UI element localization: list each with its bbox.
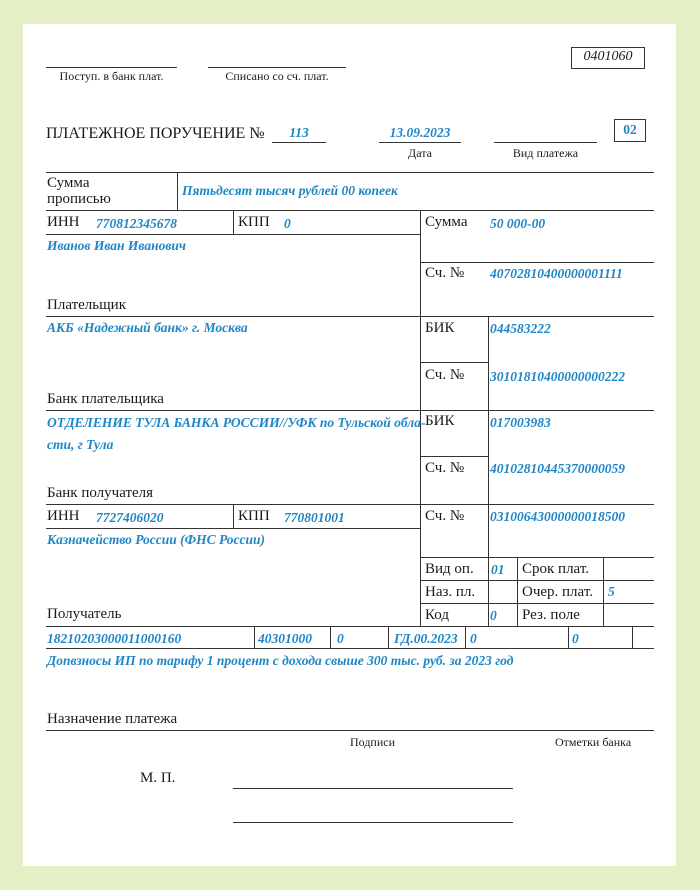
payment-type-line [494, 142, 597, 143]
debited-line [208, 67, 346, 68]
priority: 5 [608, 584, 615, 599]
payer-bank-account-label: Сч. № [425, 367, 465, 383]
grid-line [420, 456, 488, 457]
payer-inn-label: ИНН [47, 214, 80, 230]
grid-line [46, 316, 654, 317]
order-number-line [272, 142, 326, 143]
order-date-line [379, 142, 461, 143]
op-type-label: Вид оп. [425, 561, 474, 577]
recipient-account: 03100643000000018500 [490, 509, 625, 524]
payer-account-label: Сч. № [425, 265, 465, 281]
amount-words-label-2: прописью [47, 191, 111, 207]
payer-bank-account: 30101810400000000222 [490, 369, 625, 384]
priority-label: Очер. плат. [522, 584, 593, 600]
grid-vline [233, 210, 234, 234]
amount-divider [177, 172, 178, 210]
grid-vline [488, 557, 489, 626]
payer-account: 40702810400000001111 [490, 266, 623, 281]
recipient-bank-name-2: сти, г Тула [47, 437, 114, 452]
recipient-bank-label: Банк получателя [47, 485, 154, 501]
stamp-label: М. П. [140, 770, 176, 786]
grid-vline [254, 626, 255, 648]
grid-line [46, 410, 654, 411]
grid-vline [603, 557, 604, 626]
grid-vline [488, 504, 489, 557]
grid-vline [488, 316, 489, 410]
amount-top-line [46, 172, 654, 173]
payer-inn: 770812345678 [96, 216, 177, 231]
grid-line [420, 262, 654, 263]
grid-vline [233, 504, 234, 528]
form-code: 0401060 [583, 49, 633, 64]
basis: 0 [337, 631, 344, 646]
recipient-account-label: Сч. № [425, 508, 465, 524]
amount-words-value: Пятьдесят тысяч рублей 00 копеек [182, 183, 398, 198]
payment-type-label: Вид платежа [512, 146, 579, 160]
recipient-bank-name-1: ОТДЕЛЕНИЕ ТУЛА БАНКА РОССИИ//УФК по Тульской обла- [47, 415, 426, 430]
debited-label: Списано со сч. плат. [225, 69, 329, 83]
signature-line-2 [233, 822, 513, 823]
sum-value: 50 000-00 [490, 216, 546, 231]
grid-vline [388, 626, 389, 648]
bank-marks-label: Отметки банка [555, 735, 632, 749]
recipient-label: Получатель [47, 606, 122, 622]
recipient-kpp-label: КПП [238, 508, 270, 524]
recipient-name: Казначейство России (ФНС России) [47, 532, 266, 547]
grid-line [46, 528, 420, 529]
order-number: 113 [289, 125, 309, 140]
payer-bank-bik-label: БИК [425, 320, 455, 336]
recipient-inn: 7727406020 [96, 510, 164, 525]
payer-kpp: 0 [284, 216, 291, 231]
grid-vline [465, 626, 466, 648]
op-type: 01 [491, 562, 505, 577]
purpose-text: Допвзносы ИП по тарифу 1 процент с дохода свыше 300 тыс. руб. за 2023 год [47, 653, 514, 668]
payer-kpp-label: КПП [238, 214, 270, 230]
page-title: ПЛАТЕЖНОЕ ПОРУЧЕНИЕ № [46, 125, 265, 142]
grid-line [46, 210, 654, 211]
grid-vline [517, 557, 518, 626]
grid-vline [488, 410, 489, 504]
recipient-inn-label: ИНН [47, 508, 80, 524]
signatures-label: Подписи [350, 735, 396, 749]
sum-label: Сумма [425, 214, 468, 230]
received-line [46, 67, 177, 68]
order-date: 13.09.2023 [389, 125, 451, 140]
status-code: 02 [623, 122, 637, 137]
doc-date: 0 [572, 631, 579, 646]
grid-vline [330, 626, 331, 648]
amount-words-label-1: Сумма [47, 175, 90, 191]
grid-line [420, 603, 654, 604]
recipient-bank-bik-label: БИК [425, 413, 455, 429]
purpose-label: Назначение платежа [47, 711, 178, 727]
grid-line [46, 504, 654, 505]
payer-label: Плательщик [47, 297, 126, 313]
grid-line [46, 626, 654, 627]
doc-number: 0 [470, 631, 477, 646]
reserve-label: Рез. поле [522, 607, 580, 623]
grid-line [420, 580, 654, 581]
recipient-bank-account: 40102810445370000059 [490, 461, 625, 476]
grid-line [46, 234, 420, 235]
grid-line [420, 557, 654, 558]
grid-vline [568, 626, 569, 648]
payer-name: Иванов Иван Иванович [47, 238, 186, 253]
date-label: Дата [408, 146, 432, 160]
oktmo: 40301000 [258, 631, 312, 646]
kbk: 18210203000011000160 [47, 631, 182, 646]
recipient-kpp: 770801001 [284, 510, 345, 525]
received-label: Поступ. в банк плат. [59, 69, 164, 83]
recipient-bank-account-label: Сч. № [425, 460, 465, 476]
purpose-bottom-line [46, 730, 654, 731]
payer-bank-name: АКБ «Надежный банк» г. Москва [47, 320, 248, 335]
grid-line [420, 362, 488, 363]
signature-line-1 [233, 788, 513, 789]
recipient-bank-bik: 017003983 [490, 415, 551, 430]
code: 0 [490, 608, 497, 623]
grid-vline [632, 626, 633, 648]
grid-line [46, 648, 654, 649]
code-label: Код [425, 607, 449, 623]
term-label: Срок плат. [522, 561, 590, 577]
payer-bank-bik: 044583222 [490, 321, 551, 336]
payer-bank-label: Банк плательщика [47, 391, 164, 407]
period: ГД.00.2023 [394, 631, 458, 646]
purpose-code-label: Наз. пл. [425, 584, 476, 600]
